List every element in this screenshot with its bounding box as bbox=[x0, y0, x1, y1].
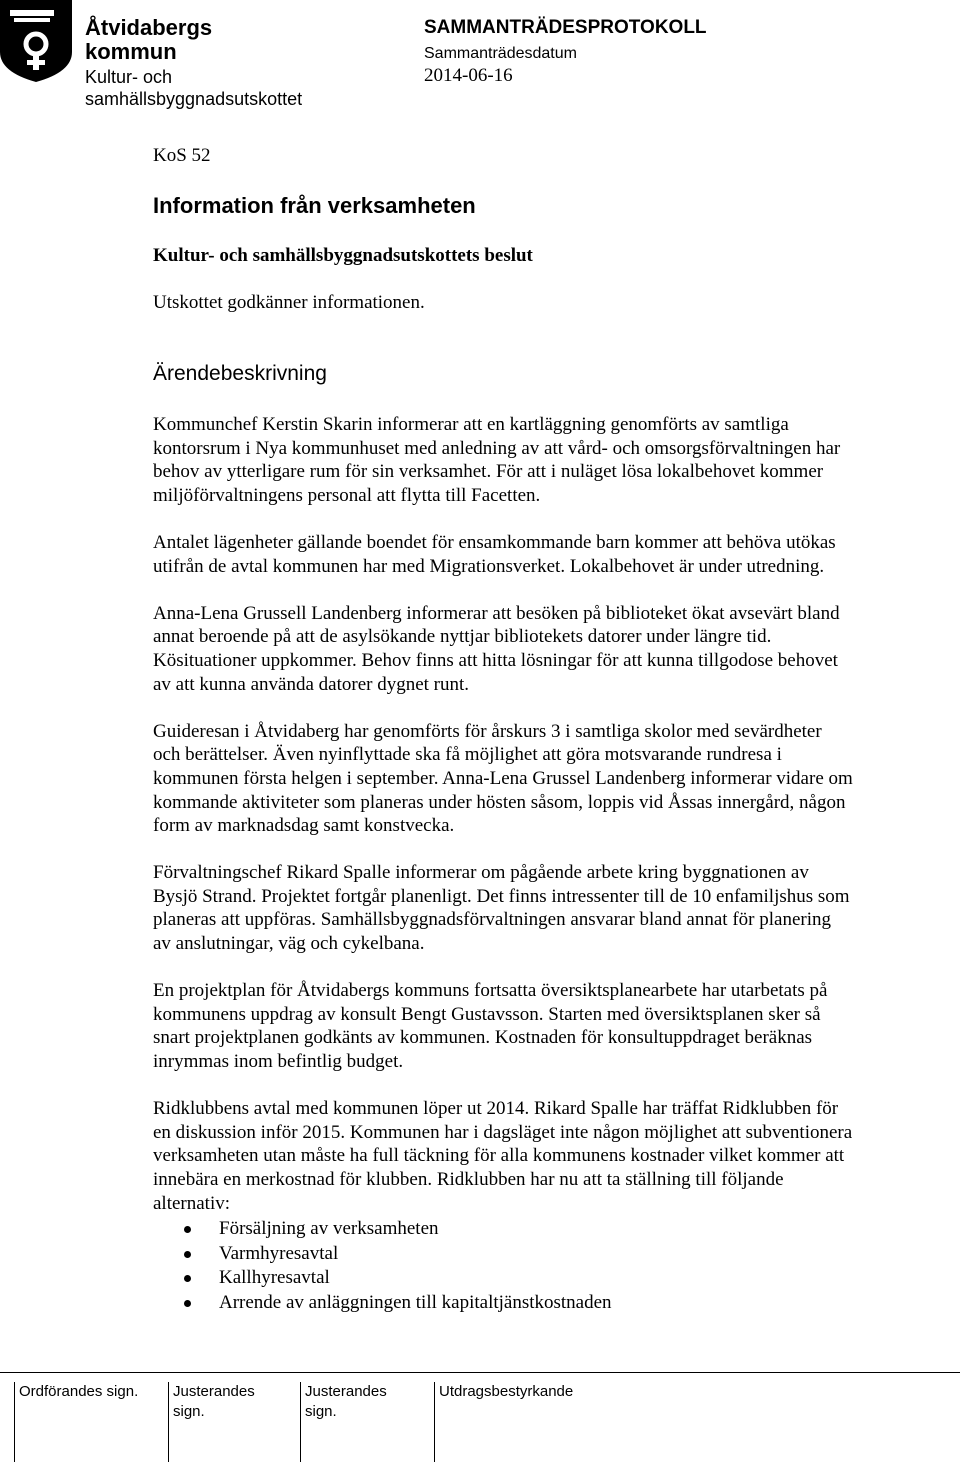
body-paragraph: Ridklubbens avtal med kommunen löper ut 2014. Rikard Spalle har träffat Ridklubben för en diskussion inför 2015. Kommunen har i dagsläget inte någon möjlighet att subventionera verksamheten utan måste ha full täckning för alla kommunens kostnader vilket kommer att innebära en merkostnad för klubben. Ridklubben har nu att ta ställning till följande alternativ: bbox=[153, 1098, 853, 1214]
municipal-logo-icon bbox=[0, 0, 72, 82]
organization-name-line1: Åtvidabergs bbox=[85, 15, 213, 40]
decision-heading: Kultur- och samhällsbyggnadsutskottets beslut bbox=[153, 245, 533, 266]
chair-signature-cell bbox=[14, 1382, 162, 1462]
list-item bbox=[153, 1266, 853, 1291]
organization-block bbox=[85, 16, 302, 110]
list-item bbox=[153, 1242, 853, 1267]
decision-text: Utskottet godkänner informationen. bbox=[153, 292, 425, 313]
list-item bbox=[153, 1291, 853, 1316]
adjuster-signature-cell bbox=[300, 1382, 428, 1462]
section-title: Information från verksamheten bbox=[153, 193, 476, 218]
meeting-date-label: Sammanträdesdatum bbox=[424, 45, 577, 62]
bullet-icon bbox=[184, 1300, 191, 1307]
list-item-text: Försäljning av verksamheten bbox=[219, 1218, 439, 1240]
list-item-text: Kallhyresavtal bbox=[219, 1267, 330, 1289]
body-paragraph: Kommunchef Kerstin Skarin informerar att en kartläggning genomförts av samtliga kontorsrum i Nya kommunhuset med anledning av att vård- och omsorgsförvaltningen har behov av ytterligare rum för sin verksamhet. För att i nuläget lösa lokalbehovet kommer miljöförvaltningens personal att flytta till Facetten. bbox=[153, 414, 841, 506]
paragraph-reference: KoS 52 bbox=[153, 145, 211, 166]
meeting-date-value: 2014-06-16 bbox=[424, 65, 513, 86]
adjuster-signature-cell bbox=[168, 1382, 294, 1462]
list-item-text: Arrende av anläggningen till kapitaltjänstkostnaden bbox=[219, 1291, 612, 1313]
extract-certification-label: Utdragsbestyrkande bbox=[439, 1383, 574, 1400]
signature-footer bbox=[0, 1372, 960, 1462]
chair-signature-label: Ordförandes sign. bbox=[19, 1383, 139, 1400]
bullet-icon bbox=[184, 1275, 191, 1282]
organization-name-line2: kommun bbox=[85, 39, 177, 64]
list-item-text: Varmhyresavtal bbox=[219, 1242, 339, 1264]
adjuster-signature-label-2: sign. bbox=[173, 1403, 205, 1420]
protocol-title: SAMMANTRÄDESPROTOKOLL bbox=[424, 17, 707, 38]
list-item bbox=[153, 1217, 853, 1242]
bullet-icon bbox=[184, 1226, 191, 1233]
body-paragraph: Förvaltningschef Rikard Spalle informerar om pågående arbete kring byggnationen av Bysjö Strand. Projektet fortgår planenligt. Det finns intressenter till de 10 enfamiljshus som planeras att uppföras. Samhällsbyggnadsförvaltningen ansvarar bland annat för planering av anslutningar, väg och cykelbana. bbox=[153, 862, 850, 955]
description-heading: Ärendebeskrivning bbox=[153, 362, 327, 385]
protocol-header bbox=[424, 16, 707, 88]
adjuster-signature-label: Justerandes bbox=[173, 1383, 255, 1400]
adjuster-signature-label-2: sign. bbox=[305, 1403, 337, 1420]
description-body bbox=[153, 413, 853, 1315]
committee-name-line2: samhällsbyggnadsutskottet bbox=[85, 89, 303, 109]
bullet-icon bbox=[184, 1251, 191, 1258]
body-paragraph: En projektplan för Åtvidabergs kommuns fortsatta översiktsplanearbete har utarbetats på kommunens uppdrag av konsult Bengt Gustavsson. Starten med översiktsplanen sker så snart projektplanen godkänts av kommunen. Kostnaden för konsultuppdraget beräknas inrymmas inom befintlig budget. bbox=[153, 980, 828, 1073]
body-paragraph: Antalet lägenheter gällande boendet för ensamkommande barn kommer att behöva utökas utifrån de avtal kommunen har med Migrationsverket. Lokalbehovet är under utredning. bbox=[153, 531, 836, 577]
body-paragraph: Guideresan i Åtvidaberg har genomförts för årskurs 3 i samtliga skolor med sevärdheter och berättelser. Även nyinflyttade ska få möjlighet att göra motsvarande rundresa i kommunen första helgen i september. Anna-Lena Grussel Landenberg informerar vidare om kommande aktiviteter som planeras under hösten såsom, loppis vid Åssas innergård, någon form av marknadsdag samt konstvecka. bbox=[153, 720, 853, 837]
body-paragraph: Anna-Lena Grussell Landenberg informerar att besöken på biblioteket ökat avsevärt bland annat beroende på att de asylsökande nyttjar bibliotekets datorer under längre tid. Kösituationer uppkommer. Behov finns att hitta lösningar för att kunna tillgodose behovet av att kunna använda datorer dygnet runt. bbox=[153, 602, 840, 695]
extract-certification-cell bbox=[434, 1382, 634, 1462]
alternatives-list bbox=[153, 1217, 853, 1315]
committee-name-line1: Kultur- och bbox=[85, 67, 173, 87]
adjuster-signature-label: Justerandes bbox=[305, 1383, 387, 1400]
